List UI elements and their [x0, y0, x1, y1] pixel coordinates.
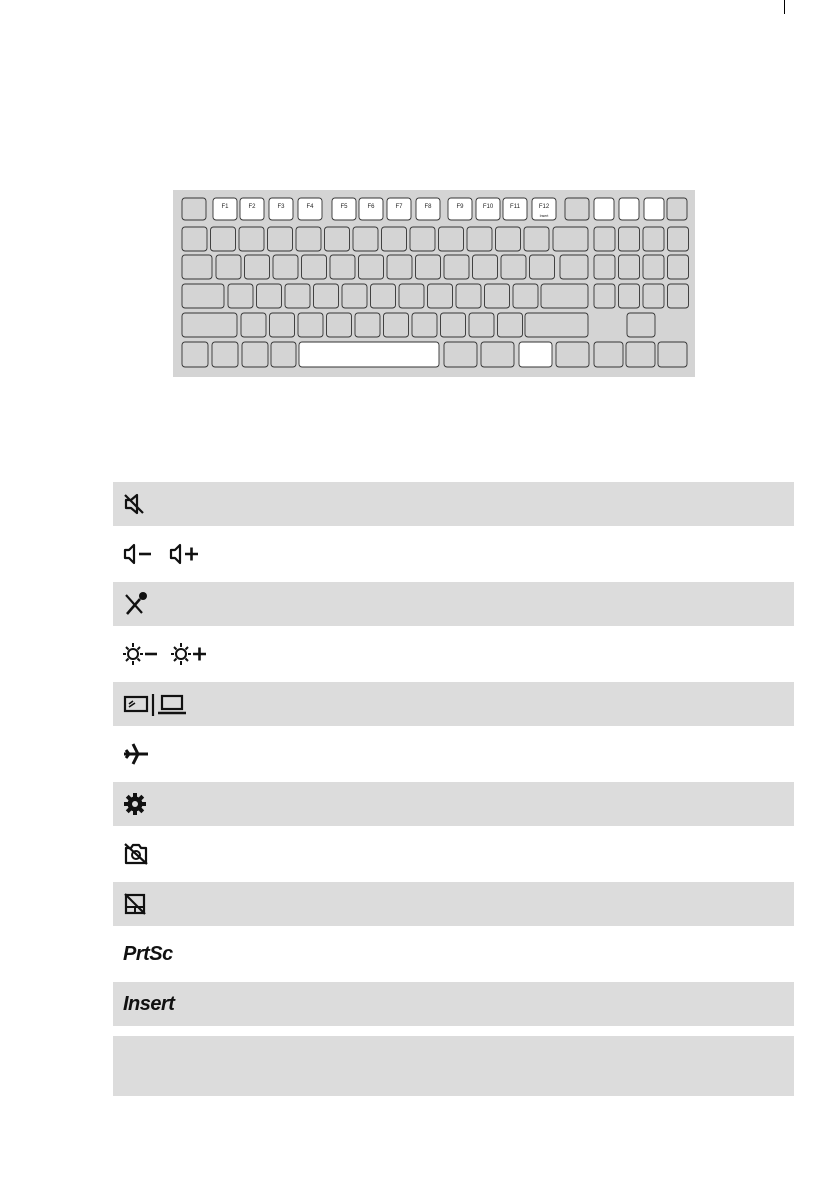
key-shift-right — [525, 313, 588, 337]
key-r1 — [211, 227, 236, 251]
numpad-r1 — [594, 227, 615, 251]
key-enter-2 — [541, 284, 588, 308]
hotkey-row-settings — [113, 782, 794, 826]
key-extra-1 — [594, 198, 614, 220]
key-r4 — [498, 313, 523, 337]
key-ctrl — [182, 342, 208, 367]
key-r2 — [473, 255, 498, 279]
fkey-label: F6 — [367, 204, 375, 210]
key-extra-4 — [667, 198, 687, 220]
key-r1 — [524, 227, 549, 251]
key-r3 — [342, 284, 367, 308]
numpad-r2 — [668, 255, 689, 279]
key-touchpad — [519, 342, 552, 367]
hotkey-row-insert — [113, 982, 794, 1026]
mic-mute-icon — [123, 591, 149, 617]
key-r1 — [239, 227, 264, 251]
key-r4 — [412, 313, 437, 337]
settings-gear-icon — [123, 792, 147, 816]
hotkey-row-brightness — [113, 632, 794, 676]
numpad-r1 — [668, 227, 689, 251]
numpad-r1 — [619, 227, 640, 251]
key-win — [242, 342, 268, 367]
numpad-r3 — [668, 284, 689, 308]
numpad-r5 — [626, 342, 655, 367]
hotkey-row-airplane — [113, 732, 794, 776]
fkey-label: F7 — [395, 204, 403, 210]
key-r1 — [182, 227, 207, 251]
page-edge-mark — [784, 0, 785, 14]
numpad-r3 — [594, 284, 615, 308]
airplane-icon — [123, 742, 149, 766]
key-r2 — [444, 255, 469, 279]
numpad-r3 — [619, 284, 640, 308]
key-r1 — [382, 227, 407, 251]
numpad-r2 — [594, 255, 615, 279]
brightness-down-up-icon — [123, 642, 219, 666]
hotkey-row-mic — [113, 582, 794, 626]
numpad-r2 — [619, 255, 640, 279]
key-ctrl-right — [481, 342, 514, 367]
key-r4 — [327, 313, 352, 337]
key-r2 — [273, 255, 298, 279]
hotkey-row-touchpad — [113, 882, 794, 926]
key-r3 — [371, 284, 396, 308]
numpad-r4 — [627, 313, 655, 337]
key-r1 — [439, 227, 464, 251]
fkey-label: F9 — [456, 204, 464, 210]
fkey-label: F4 — [306, 204, 314, 210]
key-extra-2 — [619, 198, 639, 220]
key-r2 — [530, 255, 555, 279]
numpad-r5 — [658, 342, 687, 367]
key-r1 — [496, 227, 521, 251]
key-r2 — [501, 255, 526, 279]
key-r3 — [399, 284, 424, 308]
hotkey-row-display — [113, 682, 794, 726]
key-r3 — [228, 284, 253, 308]
key-r3 — [314, 284, 339, 308]
numpad-r5 — [594, 342, 623, 367]
key-r4 — [384, 313, 409, 337]
display-switch-icon — [123, 691, 195, 717]
fkey-label: F8 — [424, 204, 432, 210]
touchpad-off-icon — [123, 892, 147, 916]
blank-key — [565, 198, 589, 220]
fkey-label: F3 — [277, 204, 285, 210]
key-r4 — [270, 313, 295, 337]
key-caps — [182, 284, 224, 308]
key-r1 — [296, 227, 321, 251]
key-r3 — [285, 284, 310, 308]
numpad-r1 — [643, 227, 664, 251]
key-r3 — [428, 284, 453, 308]
key-r2 — [359, 255, 384, 279]
fkey-label: F5 — [340, 204, 348, 210]
key-r2 — [216, 255, 241, 279]
keyboard-illustration — [173, 190, 695, 377]
key-r2 — [416, 255, 441, 279]
key-r4 — [241, 313, 266, 337]
esc-key — [182, 198, 206, 220]
fkey-label: F2 — [248, 204, 256, 210]
f12-insert-sublabel: Insert — [539, 214, 549, 218]
key-r4 — [298, 313, 323, 337]
fkey-label: F1 — [221, 204, 229, 210]
hotkey-row-camera — [113, 832, 794, 876]
keyboard-svg — [173, 190, 695, 377]
key-r3 — [513, 284, 538, 308]
key-tab — [182, 255, 212, 279]
key-r2 — [330, 255, 355, 279]
key-enter — [560, 255, 588, 279]
key-r3 — [257, 284, 282, 308]
key-r1 — [268, 227, 293, 251]
key-r3 — [485, 284, 510, 308]
key-backspace — [553, 227, 588, 251]
key-arrow — [556, 342, 589, 367]
key-r4 — [469, 313, 494, 337]
insert-label: Insert — [123, 992, 175, 1015]
key-space — [299, 342, 439, 367]
key-r2 — [302, 255, 327, 279]
key-extra-3 — [644, 198, 664, 220]
key-alt-right — [444, 342, 477, 367]
key-r1 — [467, 227, 492, 251]
hotkey-row-prtsc — [113, 932, 794, 976]
camera-off-icon — [123, 842, 149, 866]
hotkey-row-volume — [113, 532, 794, 576]
key-alt — [271, 342, 296, 367]
key-r3 — [456, 284, 481, 308]
key-r4 — [355, 313, 380, 337]
prtsc-label: PrtSc — [123, 942, 173, 965]
key-shift-left — [182, 313, 237, 337]
hotkey-table — [113, 482, 794, 1102]
numpad-r3 — [643, 284, 664, 308]
key-r1 — [325, 227, 350, 251]
key-r4 — [441, 313, 466, 337]
key-r2 — [387, 255, 412, 279]
key-r1 — [410, 227, 435, 251]
key-r1 — [353, 227, 378, 251]
fkey-label: F11 — [510, 204, 520, 210]
fkey-label: F12 — [538, 204, 550, 210]
mute-icon — [123, 492, 147, 516]
key-fn — [212, 342, 238, 367]
volume-down-up-icon — [123, 542, 213, 566]
fkey-label: F10 — [482, 204, 494, 210]
numpad-r2 — [643, 255, 664, 279]
hotkey-row-mute — [113, 482, 794, 526]
hotkey-row-empty — [113, 1036, 794, 1096]
key-r2 — [245, 255, 270, 279]
